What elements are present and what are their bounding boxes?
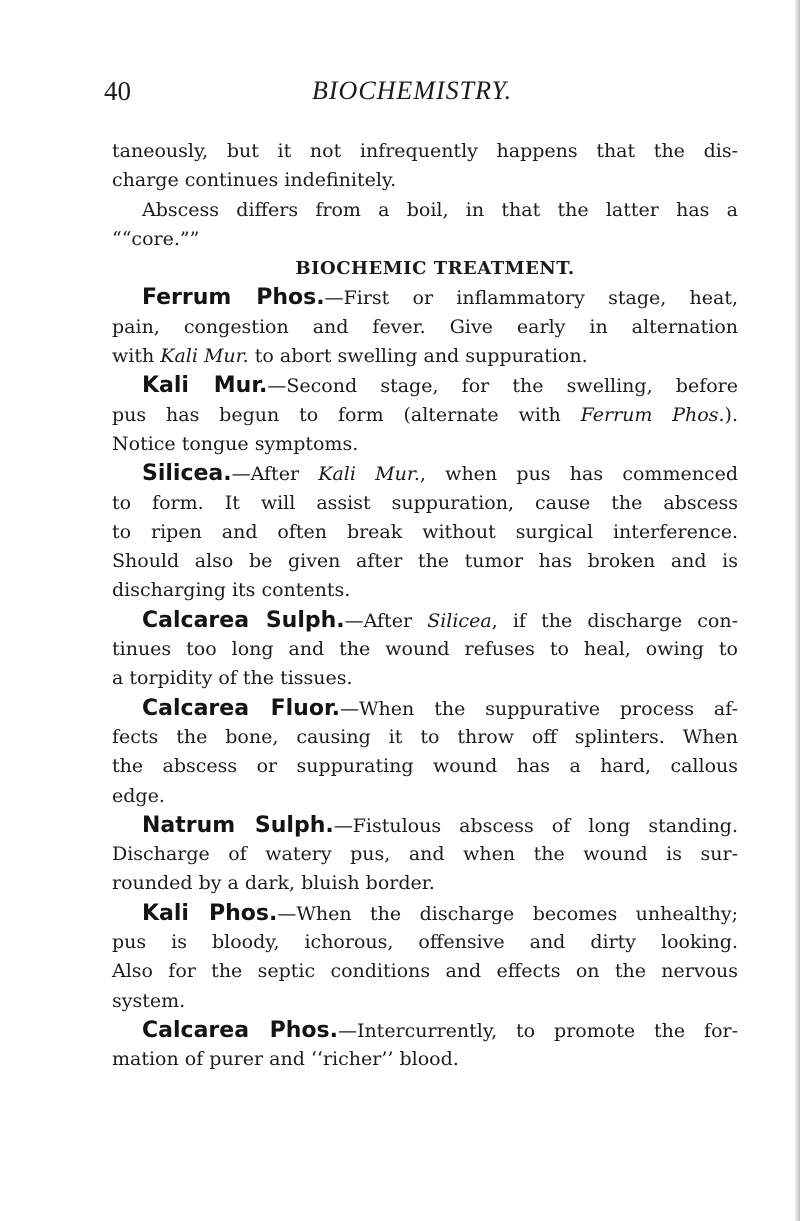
kali-phos-line-2: pus is bloody, ichorous, offensive and dirty looking.	[112, 931, 738, 954]
intro-line-2: charge continues indefinitely.	[112, 169, 397, 192]
silicea-line-2: to form. It will assist suppuration, cause the abscess	[112, 491, 738, 514]
kali-mur-line-2: pus has begun to form (alternate with Ferrum Phos.).	[112, 403, 738, 426]
natrum-sulph-line-2: Discharge of watery pus, and when the wound is sur-	[112, 843, 738, 866]
remedy-name-calcarea-sulph: Calcarea Sulph.	[142, 607, 345, 633]
kali-phos-line-1: Kali Phos.—When the discharge becomes unhealthy;	[142, 900, 738, 926]
remedy-name-kali-mur: Kali Mur.	[142, 373, 268, 399]
intro-line-1: taneously, but it not infrequently happens that the dis-	[112, 140, 738, 162]
calcarea-phos-line-2: mation of purer and ‘‘richer’’ blood.	[112, 1048, 459, 1071]
remedy-name-natrum-sulph: Natrum Sulph.	[142, 812, 334, 838]
calcarea-fluor-line-1: Calcarea Fluor.—When the suppurative process af-	[142, 695, 738, 721]
running-head: BIOCHEMISTRY.	[312, 76, 513, 105]
page-header	[104, 76, 724, 110]
remedy-name-ferrum-phos: Ferrum Phos.	[142, 285, 325, 311]
intro-line-3: Abscess differs from a boil, in that the latter has a	[142, 198, 738, 221]
calcarea-fluor-line-2: fects the bone, causing it to throw off splinters. When	[112, 725, 738, 748]
kali-mur-line-3: Notice tongue symptoms.	[112, 432, 359, 455]
kali-mur-line-1: Kali Mur.—Second stage, for the swelling, before	[142, 373, 738, 399]
page-number: 40	[104, 76, 131, 106]
kali-phos-line-4: system.	[112, 989, 186, 1012]
calcarea-sulph-line-1: Calcarea Sulph.—After Silicea, if the discharge con-	[142, 607, 738, 633]
silicea-line-5: discharging its contents.	[112, 579, 351, 602]
natrum-sulph-line-1: Natrum Sulph.—Fistulous abscess of long standing.	[142, 812, 739, 838]
kali-phos-line-3: Also for the septic conditions and effects on the nervous	[112, 960, 738, 983]
natrum-sulph-line-3: rounded by a dark, bluish border.	[112, 872, 435, 895]
silicea-line-1: Silicea.—After Kali Mur., when pus has commenced	[142, 461, 738, 487]
silicea-line-3: to ripen and often break without surgical interference.	[112, 520, 738, 543]
intro-line-4: ““core.””	[112, 227, 200, 250]
remedy-name-kali-phos: Kali Phos.	[142, 900, 278, 926]
body-text	[112, 137, 738, 1075]
section-heading: BIOCHEMIC TREATMENT.	[295, 258, 575, 280]
page-edge-shadow	[794, 0, 800, 1221]
remedy-name-silicea: Silicea.	[142, 461, 232, 487]
calcarea-fluor-line-4: edge.	[112, 784, 165, 807]
calcarea-phos-line-1: Calcarea Phos.—Intercurrently, to promote the for-	[142, 1017, 739, 1043]
calcarea-sulph-line-2: tinues too long and the wound refuses to heal, owing to	[112, 638, 738, 661]
silicea-line-4: Should also be given after the tumor has broken and is	[112, 550, 738, 573]
remedy-name-calcarea-fluor: Calcarea Fluor.	[142, 695, 341, 721]
ferrum-phos-line-3: with Kali Mur. to abort swelling and suppuration.	[112, 345, 588, 368]
calcarea-fluor-line-3: the abscess or suppurating wound has a hard, callous	[112, 755, 738, 778]
ferrum-phos-line-2: pain, congestion and fever. Give early in alternation	[112, 315, 738, 338]
ferrum-phos-line-1: Ferrum Phos.—First or inflammatory stage, heat,	[142, 285, 738, 311]
remedy-name-calcarea-phos: Calcarea Phos.	[142, 1017, 338, 1043]
calcarea-sulph-line-3: a torpidity of the tissues.	[112, 667, 353, 690]
